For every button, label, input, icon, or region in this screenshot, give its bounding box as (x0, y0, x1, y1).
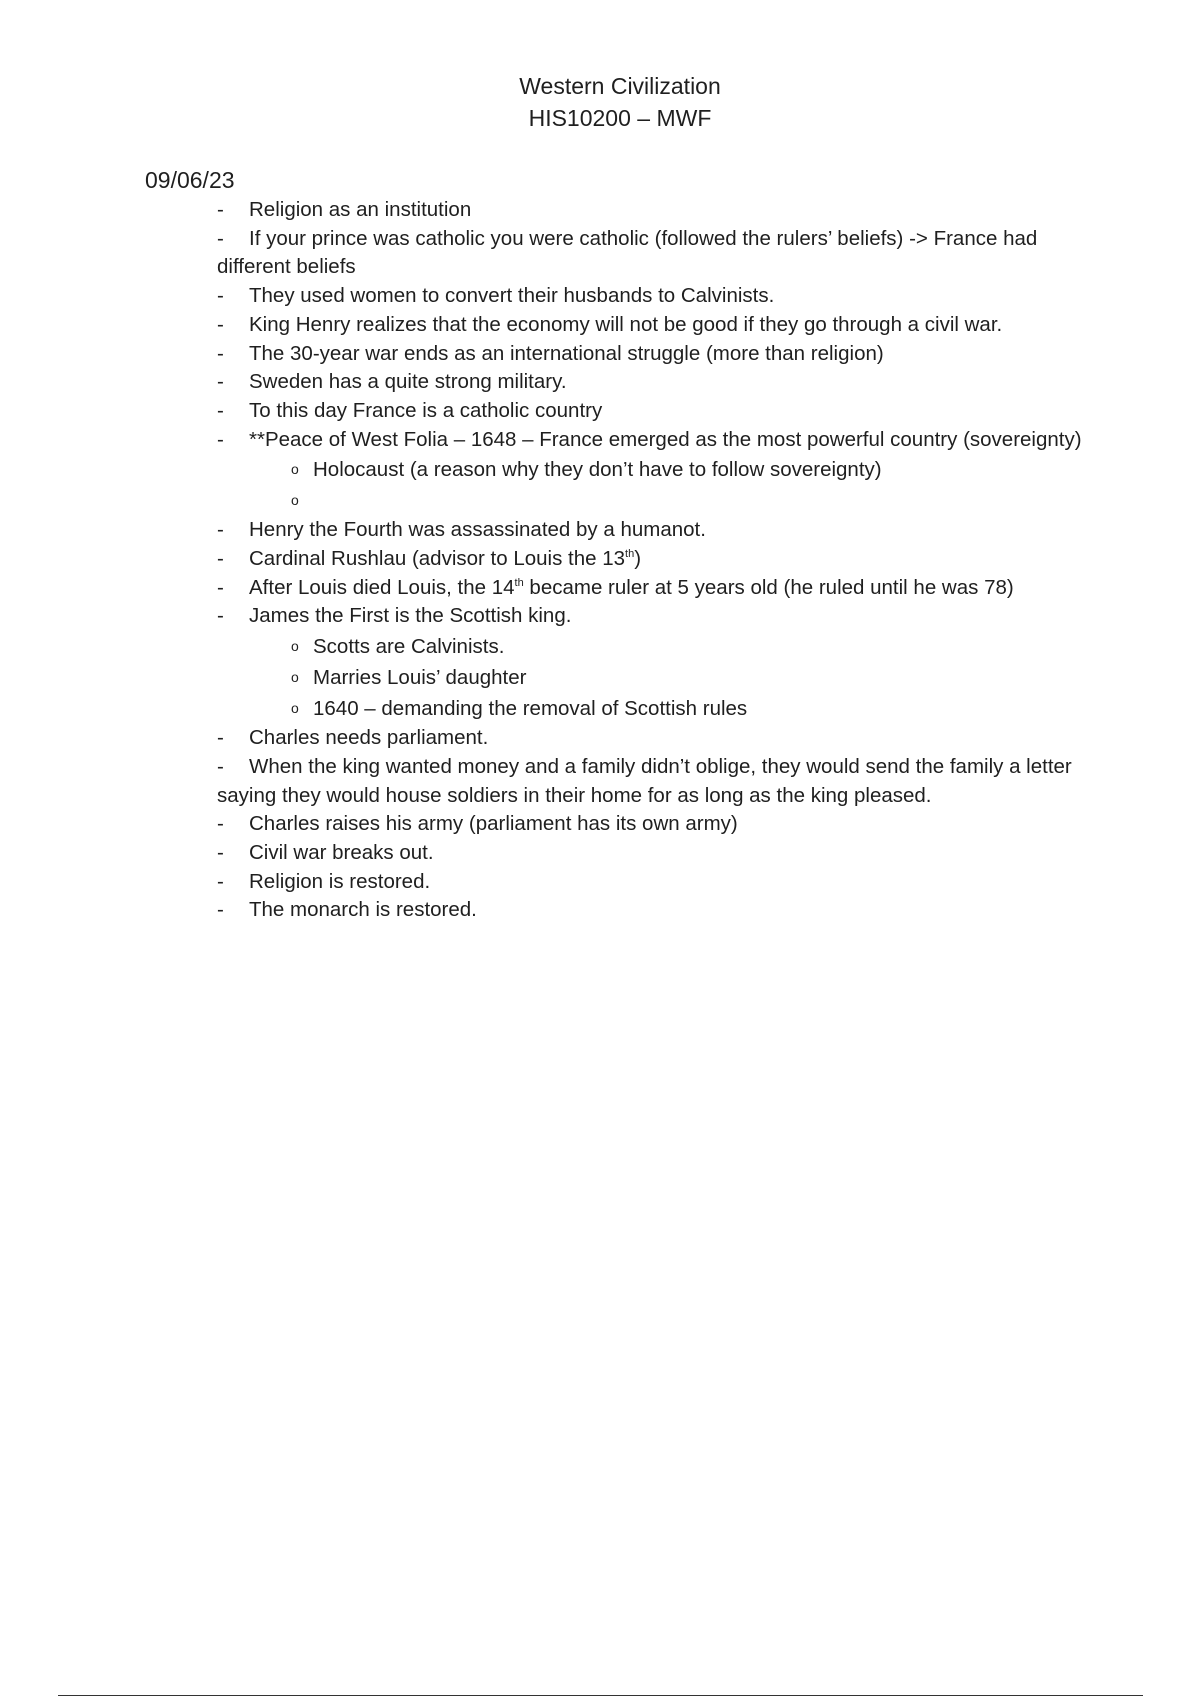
circle-bullet-icon: o (291, 700, 299, 717)
course-code: HIS10200 – MWF (528, 105, 712, 131)
list-item (217, 839, 1097, 868)
footer-divider (58, 1695, 1143, 1696)
bullet-dash: - (217, 226, 224, 250)
sub-list-item-text: Holocaust (a reason why they don’t have to follow sovereignty) (313, 458, 882, 482)
document-title: Western Civilization (519, 73, 721, 99)
sub-list-item-text: Marries Louis’ daughter (313, 666, 527, 690)
superscript: th (514, 576, 524, 589)
bullet-dash: - (217, 869, 224, 893)
list-item (217, 340, 1097, 369)
sub-list-item (291, 631, 1097, 662)
bullet-dash: - (217, 840, 224, 864)
list-item-text: King Henry realizes that the economy will not be good if they go through a civil war. (249, 312, 1003, 336)
list-item-text: Religion is restored. (249, 869, 431, 893)
list-item (217, 545, 1097, 574)
list-item-text: Religion as an institution (249, 198, 472, 221)
bullet-dash: - (217, 284, 224, 308)
list-item-text: After Louis died Louis, the 14 (249, 575, 515, 599)
bullet-dash: - (217, 427, 224, 451)
list-item (217, 896, 1097, 925)
list-item-text: Charles raises his army (parliament has its own army) (249, 812, 738, 836)
bullet-dash: - (217, 198, 224, 221)
list-item-text: Charles needs parliament. (249, 726, 489, 750)
sub-list-item-text: 1640 – demanding the removal of Scottish rules (313, 697, 748, 721)
lecture-date: 09/06/23 (145, 167, 235, 193)
bullet-dash: - (217, 575, 224, 599)
circle-bullet-icon: o (291, 669, 299, 686)
list-item-text: If your prince was catholic you were catholic (followed the rulers’ beliefs) -> France had different beliefs (217, 226, 1038, 279)
sub-list-item-empty (291, 485, 1097, 516)
list-item-text: Civil war breaks out. (249, 840, 434, 864)
list-item-text: **Peace of West Folia – 1648 – France emerged as the most powerful country (sovereignty) (249, 427, 1082, 451)
circle-bullet-icon: o (291, 492, 299, 509)
sub-list-item (291, 662, 1097, 693)
bullet-dash: - (217, 370, 224, 394)
bullet-dash: - (217, 518, 224, 542)
list-item-text: The 30-year war ends as an international struggle (more than religion) (249, 341, 884, 365)
list-item (217, 868, 1097, 897)
list-item-text-tail: became ruler at 5 years old (he ruled until he was 78) (523, 575, 1014, 599)
list-item (217, 724, 1097, 753)
list-item-text: To this day France is a catholic country (249, 398, 603, 422)
list-item (217, 516, 1097, 545)
superscript: th (625, 548, 635, 561)
circle-bullet-icon: o (291, 461, 299, 478)
list-item (217, 225, 1097, 282)
list-item (217, 311, 1097, 340)
list-item-text-tail: ) (634, 547, 642, 571)
bullet-dash: - (217, 547, 224, 571)
list-item (217, 753, 1097, 810)
list-item-text: The monarch is restored. (249, 898, 477, 922)
list-item (217, 368, 1097, 397)
list-item-text: Henry the Fourth was assassinated by a humanot. (249, 518, 706, 542)
list-item (217, 282, 1097, 311)
circle-bullet-icon: o (291, 638, 299, 655)
list-item-text: When the king wanted money and a family didn’t oblige, they would send the family a letter saying they would house soldiers in their home for as long as the king pleased. (217, 754, 1072, 807)
bullet-dash: - (217, 604, 224, 628)
list-item (217, 426, 1097, 455)
document-header (0, 70, 1200, 134)
bullet-dash: - (217, 726, 224, 750)
list-item (217, 196, 1097, 225)
bullet-dash: - (217, 312, 224, 336)
list-item (217, 574, 1097, 603)
bullet-dash: - (217, 898, 224, 922)
list-item-text: Cardinal Rushlau (advisor to Louis the 13 (249, 547, 626, 571)
sub-list-item (291, 693, 1097, 724)
list-item (217, 602, 1097, 631)
notes-list (217, 196, 1097, 925)
list-item-text: Sweden has a quite strong military. (249, 370, 567, 394)
list-item (217, 810, 1097, 839)
sub-list-item (291, 454, 1097, 485)
sub-list-item-text: Scotts are Calvinists. (313, 635, 505, 659)
bullet-dash: - (217, 341, 224, 365)
list-item (217, 397, 1097, 426)
bullet-dash: - (217, 754, 224, 778)
list-item-text: They used women to convert their husbands to Calvinists. (249, 284, 775, 308)
bullet-dash: - (217, 398, 224, 422)
bullet-dash: - (217, 812, 224, 836)
list-item-text: James the First is the Scottish king. (249, 604, 572, 628)
